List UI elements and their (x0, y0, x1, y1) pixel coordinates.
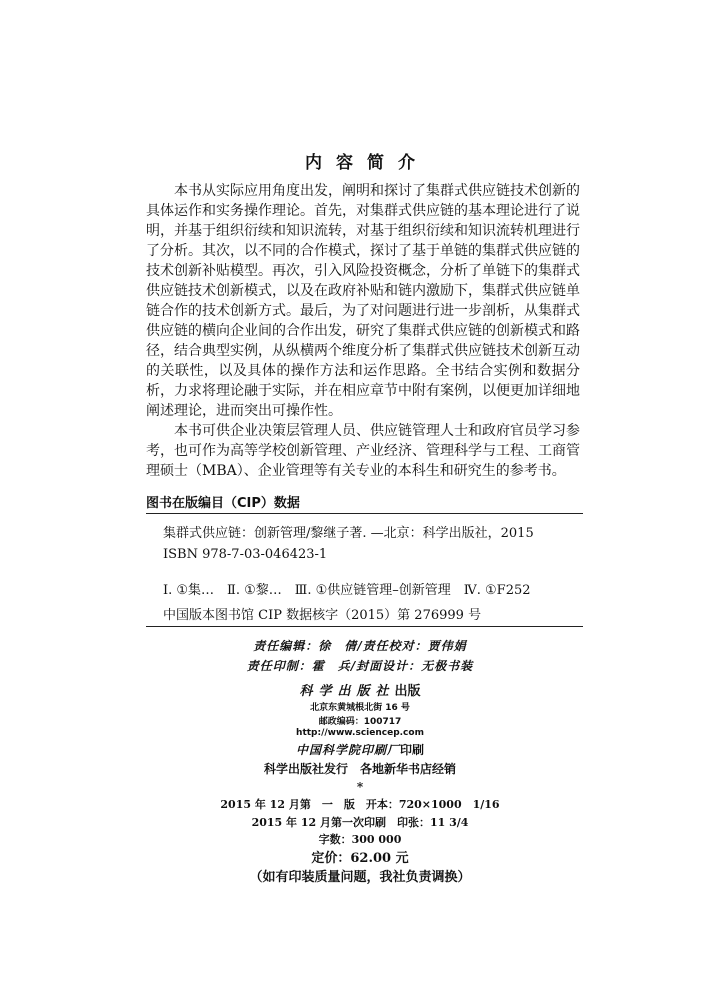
distribution-line: 科学出版社发行 各地新华书店经销 (263, 762, 456, 776)
price: 定价：62.00 元 (311, 851, 409, 866)
editors-line: 责任编辑：徐 倩/责任校对：贾伟娟 (253, 639, 467, 653)
quality-notice: （如有印装质量问题，我社负责调换） (249, 870, 471, 885)
publisher-line (0, 680, 720, 699)
summary-paragraph-2: 本书可供企业决策层管理人员、供应链管理人士和政府官员学习参考，也可作为高等学校创新管理、产业经济、管理科学与工程、工商管理硕士（MBA）、企业管理等有关专业的本科生和研究生的参考书。 (146, 423, 580, 479)
print-design-line: 责任印制：霍 兵/封面设计：无极书装 (246, 659, 474, 673)
summary-paragraph-1: 本书从实际应用角度出发，阐明和探讨了集群式供应链技术创新的具体运作和实务操作理论。首先，对集群式供应链的基本理论进行了说明，并基于组织衍续和知识流转，对基于组织衍续和知识流转机理进行了分析。其次，以不同的合作模式，探讨了基于单链的集群式供应链的技术创新补贴模型。再次，引入风险投资概念，分析了单链下的集群式供应链技术创新模式，以及在政府补贴和链内激励下，集群式供应链单链合作的技术创新方式。最后，为了对问题进行进一步剖析，从集群式供应链的横向企业间的合作出发，研究了集群式供应链的创新模式和路径，结合典型实例，从纵横两个维度分析了集群式供应链技术创新互动的关联性，以及具体的操作方法和运作思路。全书结合实例和数据分析，力求将理论融于实际，并在相应章节中附有案例，以便更加详细地阐述理论，进而突出可操作性。 (146, 183, 580, 419)
printer-suffix: 印刷 (400, 743, 425, 757)
word-count: 字数：300 000 (318, 833, 402, 846)
summary-body (146, 181, 580, 481)
separator-star: * (356, 780, 364, 794)
cip-book-line: 集群式供应链：创新管理/黎继子著. —北京：科学出版社，2015 (163, 526, 534, 541)
cip-classification: Ⅰ. ①集… Ⅱ. ①黎… Ⅲ. ①供应链管理–创新管理 Ⅳ. ①F252 (163, 583, 531, 598)
cip-record-number: 中国版本图书馆 CIP 数据核字（2015）第 276999 号 (163, 608, 482, 623)
publisher-postcode: 邮政编码：100717 (318, 717, 402, 727)
edition-line: 2015 年 12 月第 一 版 开本：720×1000 1/16 (220, 798, 500, 811)
printing-line: 2015 年 12 月第一次印刷 印张：11 3/4 (251, 816, 469, 829)
cip-top-rule (146, 513, 583, 514)
publisher-suffix: 出版 (394, 684, 421, 699)
cip-isbn: ISBN 978-7-03-046423-1 (163, 547, 328, 562)
printer-line (0, 741, 720, 758)
cip-heading: 图书在版编目（CIP）数据 (146, 496, 300, 511)
publisher-website: http://www.sciencep.com (296, 728, 424, 738)
cip-bottom-rule (146, 626, 583, 627)
publisher-address: 北京东黄城根北街 16 号 (310, 703, 410, 713)
summary-title: 内容简介 (305, 153, 429, 173)
publisher-logo-text: 科学出版社 (299, 684, 395, 699)
printer-logo-text: 中国科学院印刷厂 (295, 743, 400, 757)
